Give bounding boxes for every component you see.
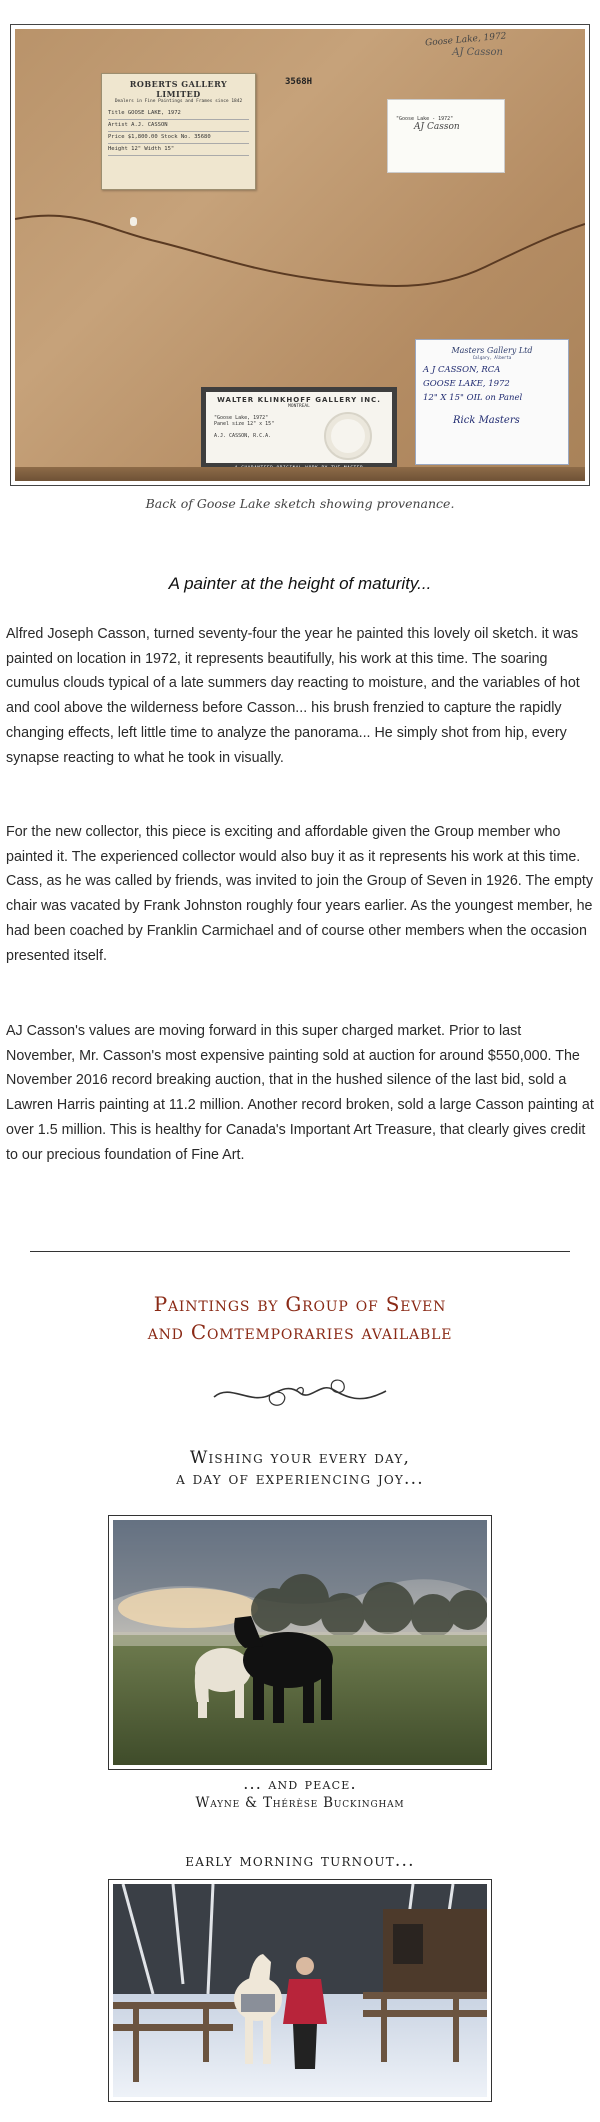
masters-label-line: GOOSE LAKE, 1972: [423, 379, 510, 389]
article-paragraph: AJ Casson's values are moving forward in this super charged market. Prior to last November, Mr. Casson's most expensive painting sold at auction for around $550,000. The November 2016 record breaking auction, that in the hushed silence of the last bid, sold a Lawren Harris painting at 11.2 million. Another record broken, sold a large Casson painting at over 1.5 million. This is healthy for Canada's Important Art Treasure, that clearly gives credit to our precious foundation of Fine Art.: [6, 1023, 594, 1163]
inventory-number: 3568H: [285, 77, 313, 87]
top-inscription: Goose Lake, 1972: [425, 31, 508, 49]
title-note-signature: AJ Casson: [414, 122, 460, 132]
horses-sunrise-photo: [108, 1515, 492, 1770]
roberts-label-title: ROBERTS GALLERY LIMITED: [129, 79, 228, 99]
roberts-label-subtitle: Dealers in Fine Paintings and Frames since 1842: [114, 99, 243, 104]
snowy-turnout-photo: [108, 1879, 492, 2102]
klinkhoff-label-line: A.J. CASSON, R.C.A.: [214, 433, 272, 439]
roberts-label-row: Title GOOSE LAKE, 1972: [108, 108, 249, 120]
pin-icon: [130, 217, 137, 226]
roberts-label-row: Price $1,800.00 Stock No. 35680: [108, 132, 249, 144]
provenance-photo: [10, 24, 590, 486]
painting-back-board: [15, 29, 585, 481]
ornament-flourish-icon: [210, 1375, 390, 1413]
masters-label-signature: Rick Masters: [453, 415, 520, 426]
article-paragraph: Alfred Joseph Casson, turned seventy-four the year he painted this lovely oil sketch. it was painted on location in 1972, it represents beautifully, his work at this time. The soaring cumulus clouds typical of a late summers day reacting to moisture, and the variables of hot and cool above the wilderness before Casson... his brush frenzied to capture the rapidly changing effects, left little time to analyze the panorama... He simply shot from hip, every synapse reacting to what he took in visually.: [6, 626, 580, 766]
section-divider: [30, 1251, 570, 1252]
title-note-text: "Goose Lake - 1972": [396, 116, 454, 122]
promo-line: Paintings by Group of Seven: [153, 1292, 447, 1316]
masters-gallery-label: [415, 339, 569, 465]
klinkhoff-label-title: WALTER KLINKHOFF GALLERY INC.: [217, 396, 381, 404]
klinkhoff-gallery-label: [201, 387, 397, 479]
masters-label-line: A J CASSON, RCA: [423, 365, 501, 375]
roberts-label-row: Artist A.J. CASSON: [108, 120, 249, 132]
top-signature: AJ Casson: [452, 47, 503, 58]
greeting-line: Wishing your every day,: [189, 1448, 411, 1468]
masters-label-line: 12" X 15" OIL on Panel: [423, 393, 523, 403]
article-heading: A painter at the height of maturity...: [168, 574, 432, 593]
klinkhoff-label-line: "Goose Lake, 1972": [214, 415, 269, 421]
title-note-label: [387, 99, 505, 173]
embossed-seal-icon: [324, 412, 372, 460]
greeting-line: ... and peace.: [243, 1774, 357, 1793]
greeting-line: a day of experiencing joy...: [176, 1469, 424, 1489]
morning-caption: early morning turnout...: [185, 1851, 415, 1871]
masters-label-title: Masters Gallery Ltd: [451, 346, 533, 355]
board-edge: [15, 467, 585, 481]
klinkhoff-label-line: Panel size 12" x 15": [214, 421, 275, 427]
promo-line: and Comtemporaries available: [147, 1320, 453, 1344]
greeting-signature: Wayne & Thérèse Buckingham: [195, 1795, 405, 1811]
roberts-label-row: Height 12" Width 15": [108, 144, 249, 156]
roberts-gallery-label: [101, 73, 256, 190]
masters-label-address: Calgary, Alberta: [472, 355, 512, 360]
article-paragraph: For the new collector, this piece is exciting and affordable given the Group member who painted it. The experienced collector would also buy it as it represents his work at this time. Cass, as he was called by friends, was invited to join the Group of Seven in 1926. The empty chair was vacated by Frank Johnston roughly four years earlier. As the youngest member, he had been coached by Franklin Carmichael and of course other members when the occasion presented itself.: [6, 824, 594, 964]
klinkhoff-label-city: MONTREAL: [288, 404, 310, 409]
photo-caption: Back of Goose Lake sketch showing provenance.: [145, 496, 455, 511]
